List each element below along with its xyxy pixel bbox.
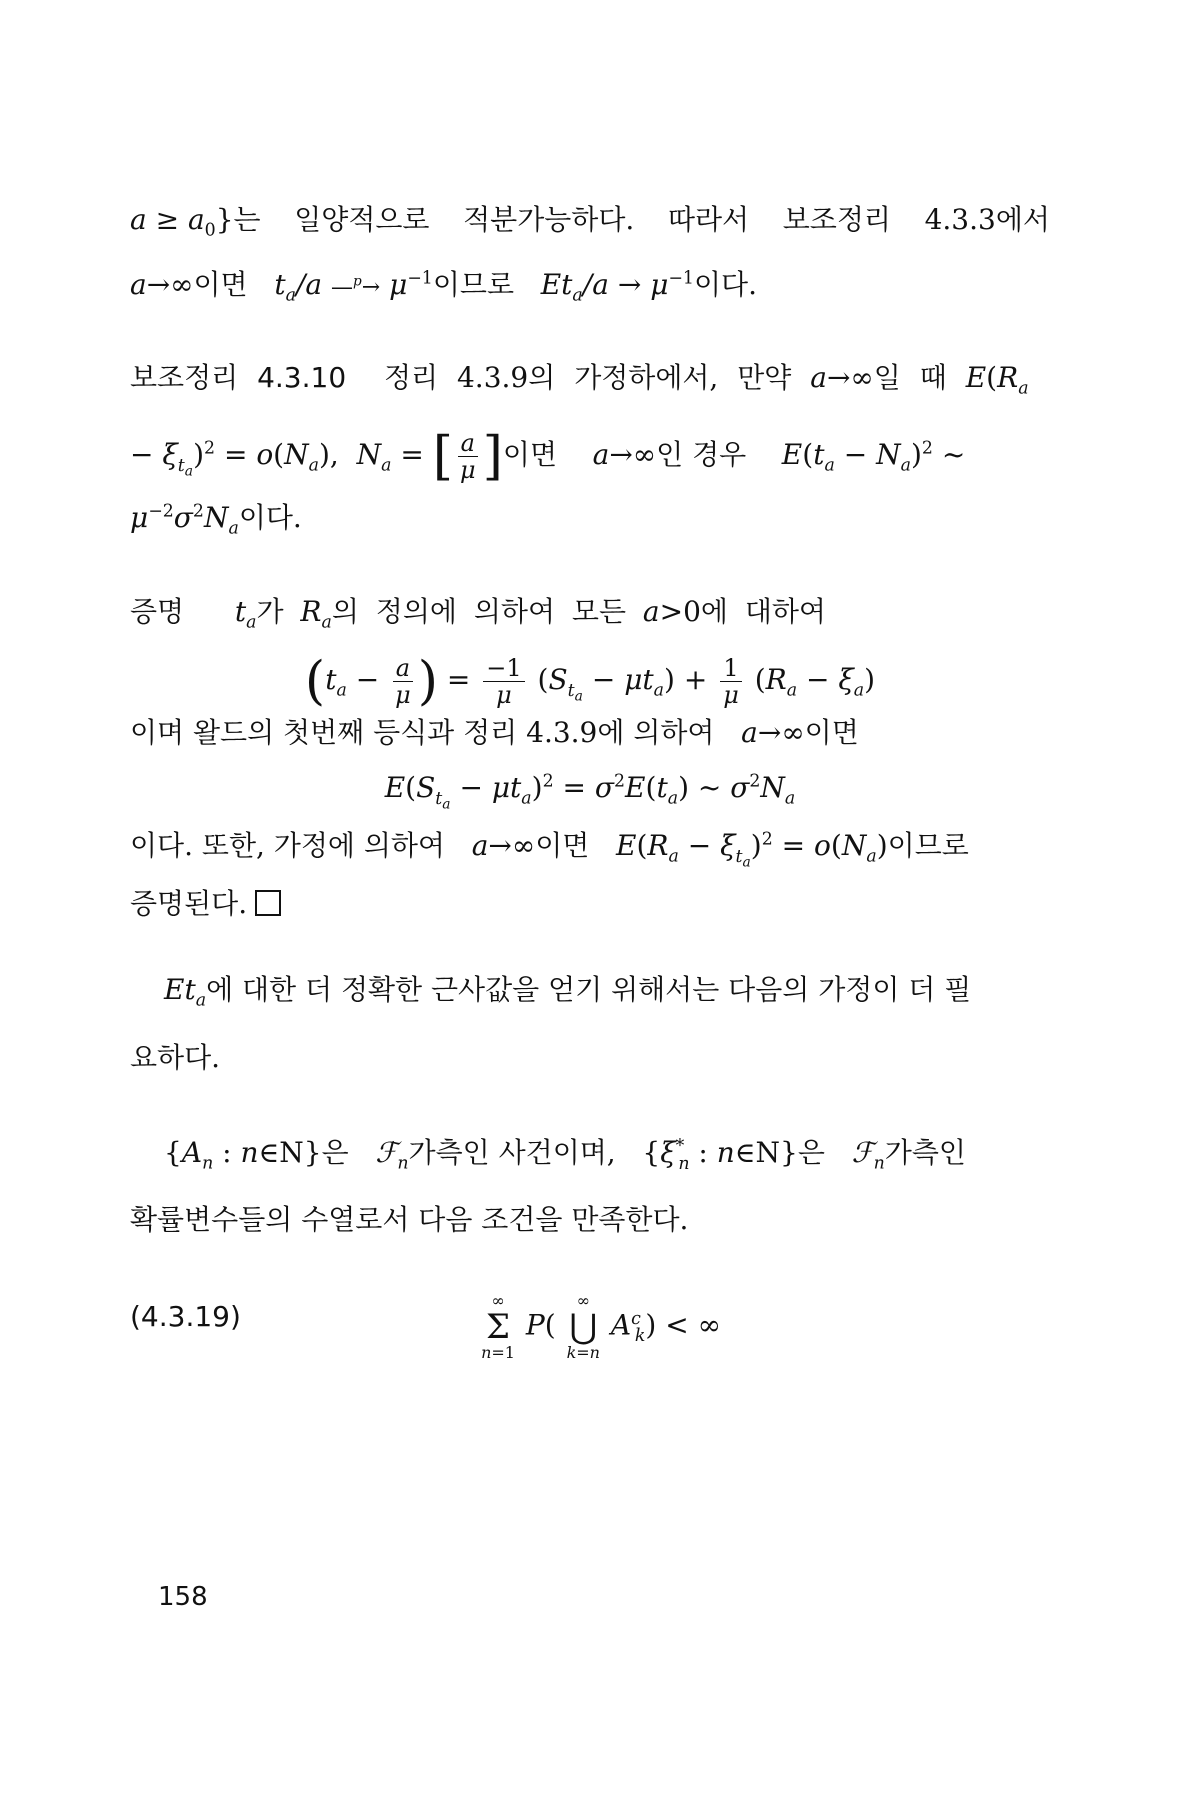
text: 에 대한 더 정확한 근사값을 얻기 위해서는 다음의 가정이 더 필 <box>206 973 972 1006</box>
word: 이면 <box>193 268 248 301</box>
word: 4.3.3에서 <box>924 203 1050 236</box>
word: 의 정의에 의하여 모든 <box>331 595 626 628</box>
proof-line-2: 이며 왈드의 첫번째 등식과 정리 4.3.9에 의하여 a→∞이면 <box>130 716 859 749</box>
word: 인 경우 <box>656 438 747 471</box>
word: 이면 <box>804 716 859 749</box>
proof-line-1: 증명 $t_a$가 $R_a$의 정의에 의하여 모든 a>0에 대하여 <box>130 595 826 633</box>
text: 확률변수들의 수열로서 다음 조건을 만족한다. <box>130 1203 689 1236</box>
proof-equation-2: $E(S_{t_a} - \mu t_a)^2 = \sigma^2E(t_a)$ ~ $\sigma^2N_a$ <box>384 771 796 813</box>
word: 가측인 <box>884 1136 966 1169</box>
word: 이다. <box>238 501 302 534</box>
paragraph-1-line-2 <box>130 1038 1050 1078</box>
lemma-line-2: − $\xi_{t_a})^2 = o(N_a)$, $N_a$ = [ $\frac{a}{\mu}$ ]이면 a→∞인 경우 $E(t_a - N_a)^2$ ~ <box>130 426 966 487</box>
word: 이므로 <box>887 829 969 862</box>
paragraph-2-line-1: {$A_n$ : n∈N}은 ℱ$_n$가측인 사건이며, {$\xi^*_n$ : n∈N}은 ℱ$_n$가측인 <box>164 1136 966 1174</box>
text: 이다. 또한, 가정에 의하여 <box>130 829 445 862</box>
lemma-label: 보조정리 4.3.10 <box>130 361 347 394</box>
proof-line-5 <box>130 884 1050 924</box>
word: 때 <box>919 361 947 394</box>
equation-4-3-19: ∞ Σ n=1 P( ∞ ⋃ k=n $A^c_k$) < ∞ <box>481 1291 721 1362</box>
word: }는 <box>215 203 261 236</box>
word: 이면 <box>535 829 590 862</box>
word: 가 <box>256 595 284 628</box>
text: 요하다. <box>130 1041 221 1074</box>
word: 이므로 <box>432 268 515 301</box>
word: 적분가능하다. <box>463 203 635 236</box>
word: 은 <box>797 1136 825 1169</box>
word: 일양적으로 <box>294 203 430 236</box>
paragraph-1-line-1: $Et_a$에 대한 더 정확한 근사값을 얻기 위해서는 다음의 가정이 더 필 <box>164 973 972 1011</box>
word: 가정하에서, <box>574 361 719 394</box>
word: 보조정리 <box>782 203 891 236</box>
page-number: 158 <box>158 1582 208 1612</box>
proof-label: 증명 <box>130 595 185 628</box>
word: 이면 <box>502 438 558 471</box>
math-a-ge-a0: a ≥ a <box>130 203 205 236</box>
text-line-1: $a \ge a_0$}는 일양적으로 적분가능하다. 따라서 보조정리 4.3.3에서 <box>130 200 1050 240</box>
word: 에 대하여 <box>700 595 826 628</box>
word: 일 <box>873 361 901 394</box>
word: 따라서 <box>667 203 750 236</box>
text-line-2: a→∞이면 $t_a/a$ —$^p$→ $\mu^{-1}$이므로 $Et_a/a \to \mu^{-1}$이다. <box>130 268 757 306</box>
word: 정리 <box>383 361 439 394</box>
qed-box-icon <box>255 890 281 916</box>
lemma-line-1: 보조정리 4.3.10 정리 4.3.9의 가정하에서, 만약 a→∞일 때 $E(R_a$ <box>130 361 1029 399</box>
proof-line-4: 이다. 또한, 가정에 의하여 a→∞이면 $E(R_a - \xi_{t_a})^2 = o(N_a)$이므로 <box>130 829 969 871</box>
paragraph-2-line-2 <box>130 1200 1050 1240</box>
text: 증명된다. <box>130 887 248 920</box>
lemma-line-3: $\mu^{-2}\sigma^2N_a$이다. <box>130 501 302 539</box>
word: 만약 <box>737 361 792 394</box>
equation-number: (4.3.19) <box>130 1300 241 1333</box>
word: 이다. <box>693 268 757 301</box>
text: 가측인 사건이며, <box>408 1136 616 1169</box>
word: 4.3.9의 <box>456 361 556 394</box>
proof-equation-1: ($t_a$ − $\frac{a}{\mu}$ ) = $\frac{-1}{\mu}$ $(S_{t_a} - \mu t_a)$ + $\frac{1}{\mu}$ $(R_a - \xi_a)$ <box>304 651 876 712</box>
word: 은 <box>321 1136 349 1169</box>
text: 이며 왈드의 첫번째 등식과 정리 4.3.9에 의하여 <box>130 716 715 749</box>
